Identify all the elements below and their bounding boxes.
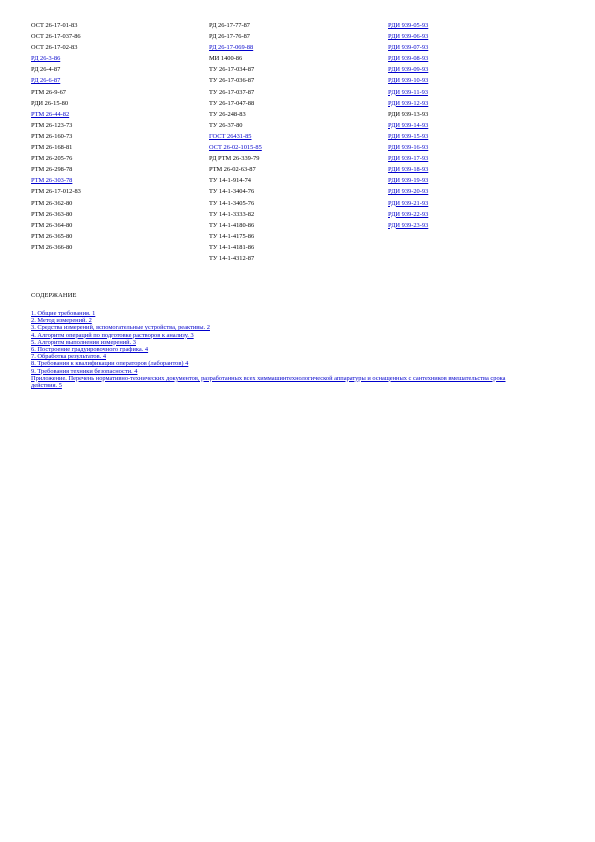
reference-link[interactable]: ОСТ 26-02-1015-85 [209, 144, 262, 152]
reference-item[interactable] [388, 64, 428, 75]
toc-heading: СОДЕРЖАНИЕ [31, 292, 77, 299]
toc-item[interactable] [31, 368, 531, 375]
toc-item[interactable] [31, 324, 531, 331]
reference-item: РТМ 26-364-80 [31, 221, 73, 229]
reference-item: ТУ 14-1-4181-86 [209, 243, 255, 251]
reference-item[interactable] [388, 98, 428, 109]
reference-link[interactable]: РДИ 939-14-93 [388, 121, 429, 129]
reference-item: РТМ 26-160-73 [31, 132, 73, 140]
reference-link[interactable]: РДИ 939-08-93 [388, 55, 429, 63]
reference-item[interactable] [388, 164, 428, 175]
reference-item: РТМ 26-02-63-87 [209, 166, 256, 174]
reference-item[interactable] [388, 42, 428, 53]
reference-link[interactable]: РТМ 26-303-78 [31, 177, 73, 185]
reference-link[interactable]: РДИ 939-15-93 [388, 132, 429, 140]
reference-item[interactable] [31, 109, 81, 120]
reference-item[interactable] [388, 31, 428, 42]
reference-item[interactable] [388, 131, 428, 142]
reference-item: РД РТМ 26-339-79 [209, 155, 260, 163]
reference-item[interactable] [388, 153, 428, 164]
reference-item: ОСТ 26-17-02-83 [31, 44, 78, 52]
reference-item[interactable] [209, 142, 262, 153]
reference-link[interactable]: РДИ 939-23-93 [388, 221, 429, 229]
reference-item: РТМ 26-365-80 [31, 232, 73, 240]
toc-link[interactable]: 3. Средства измерений, вспомогательные устройства, реактивы. 2 [31, 324, 210, 332]
reference-item: ТУ 14-1-3405-76 [209, 199, 255, 207]
toc-link[interactable]: 4. Алгоритм операций по подготовке растворов к анализу. 3 [31, 331, 194, 339]
toc-link[interactable]: 6. Построение градуировочного графика. 4 [31, 346, 149, 354]
toc-link[interactable]: 5. Алгоритм выполнения измерений. 3 [31, 338, 136, 346]
toc-link[interactable]: 2. Метод измерений. 2 [31, 317, 92, 325]
reference-item: РТМ 26-363-80 [31, 210, 73, 218]
reference-link[interactable]: РДИ 939-21-93 [388, 199, 429, 207]
reference-item: РТМ 26-366-80 [31, 243, 73, 251]
reference-link[interactable]: РДИ 939-11-93 [388, 88, 429, 96]
reference-item[interactable] [388, 75, 428, 86]
reference-item: ТУ 26-17-036-87 [209, 77, 255, 85]
reference-link[interactable]: РДИ 939-22-93 [388, 210, 429, 218]
reference-item[interactable] [31, 53, 81, 64]
reference-item[interactable] [388, 142, 428, 153]
reference-link[interactable]: РДИ 939-09-93 [388, 66, 429, 74]
reference-item: РТМ 26-298-78 [31, 166, 73, 174]
reference-item: РТМ 26-123-73 [31, 121, 73, 129]
reference-link[interactable]: РДИ 939-20-93 [388, 188, 429, 196]
reference-link[interactable]: РДИ 939-05-93 [388, 22, 429, 29]
reference-item: РД 26-4-87 [31, 66, 61, 74]
reference-item: ТУ 14-1-3333-82 [209, 210, 255, 218]
toc-item[interactable] [31, 360, 531, 367]
reference-link[interactable]: РДИ 939-19-93 [388, 177, 429, 185]
reference-item: ТУ 14-1-4180-86 [209, 221, 255, 229]
toc-item[interactable] [31, 346, 531, 353]
reference-item: ТУ 26-17-037-87 [209, 88, 255, 96]
reference-item: ТУ 26-17-047-88 [209, 99, 255, 107]
reference-item[interactable] [388, 198, 428, 209]
reference-link[interactable]: РДИ 939-16-93 [388, 144, 429, 152]
reference-item: РД 26-17-76-87 [209, 33, 250, 41]
reference-item: ТУ 14-1-4175-86 [209, 232, 255, 240]
reference-item: РТМ 26-9-67 [31, 88, 66, 96]
reference-link[interactable]: РД 26-3-86 [31, 55, 61, 63]
reference-item[interactable] [388, 120, 428, 131]
reference-item: РТМ 26-205-76 [31, 155, 73, 163]
reference-item: ТУ 26-248-83 [209, 110, 246, 118]
toc-link[interactable]: 1. Общие требования. 1 [31, 310, 96, 317]
toc-item[interactable] [31, 375, 531, 389]
reference-item: РДИ 939-13-93 [388, 110, 429, 118]
toc-item[interactable] [31, 310, 531, 317]
reference-item: РД 26-17-77-87 [209, 22, 250, 29]
reference-link[interactable]: РДИ 939-07-93 [388, 44, 429, 52]
reference-item[interactable] [209, 131, 262, 142]
reference-link[interactable]: РД 26-6-87 [31, 77, 61, 85]
toc-link[interactable]: Приложение. Перечень нормативно-технических документов, разработанных всех химмашинтехнологической аппаратуры и оснащенных с сантехников вмешательства срока действия. 5 [31, 374, 506, 390]
reference-column-3 [388, 20, 428, 231]
reference-item: РТМ 26-362-80 [31, 199, 73, 207]
toc-item[interactable] [31, 353, 531, 360]
reference-link[interactable]: РТМ 26-44-82 [31, 110, 70, 118]
reference-link[interactable]: РД 26-17-069-88 [209, 44, 254, 52]
reference-item: МИ 1400-86 [209, 55, 243, 63]
reference-link[interactable]: РДИ 939-12-93 [388, 99, 429, 107]
reference-item: ТУ 14-1-914-74 [209, 177, 251, 185]
reference-item[interactable] [31, 75, 81, 86]
reference-link[interactable]: РДИ 939-17-93 [388, 155, 429, 163]
reference-column-1 [31, 20, 81, 253]
toc-item[interactable] [31, 339, 531, 346]
toc-item[interactable] [31, 317, 531, 324]
reference-item: ТУ 26-37-80 [209, 121, 243, 129]
reference-item[interactable] [388, 220, 428, 231]
reference-item[interactable] [388, 53, 428, 64]
reference-item: ТУ 14-1-4312-87 [209, 254, 255, 262]
reference-item[interactable] [209, 42, 262, 53]
reference-item[interactable] [388, 20, 428, 31]
reference-item: РДИ 26-15-80 [31, 99, 69, 107]
reference-link[interactable]: ГОСТ 26431-85 [209, 132, 252, 140]
table-of-contents [31, 310, 531, 389]
reference-item[interactable] [388, 175, 428, 186]
reference-item: ОСТ 26-17-01-83 [31, 22, 78, 29]
reference-item[interactable] [31, 175, 81, 186]
reference-link[interactable]: РДИ 939-06-93 [388, 33, 429, 41]
toc-link[interactable]: 7. Обработка результатов. 4 [31, 353, 107, 361]
toc-link[interactable]: 8. Требования к квалификации операторов (лаборантов) 4 [31, 360, 189, 368]
reference-item[interactable] [388, 87, 428, 98]
reference-item[interactable] [388, 209, 428, 220]
reference-link[interactable]: РДИ 939-10-93 [388, 77, 429, 85]
reference-item: ОСТ 26-17-037-86 [31, 33, 81, 41]
reference-column-2 [209, 20, 262, 264]
toc-link[interactable]: 9. Требования техники безопасности. 4 [31, 367, 138, 375]
toc-item[interactable] [31, 332, 531, 339]
reference-item: ТУ 14-1-3404-76 [209, 188, 255, 196]
reference-link[interactable]: РДИ 939-18-93 [388, 166, 429, 174]
reference-item: РТМ 26-168-81 [31, 144, 73, 152]
reference-item: РТМ 26-17-012-83 [31, 188, 81, 196]
reference-item: ТУ 26-17-034-87 [209, 66, 255, 74]
reference-item[interactable] [388, 186, 428, 197]
